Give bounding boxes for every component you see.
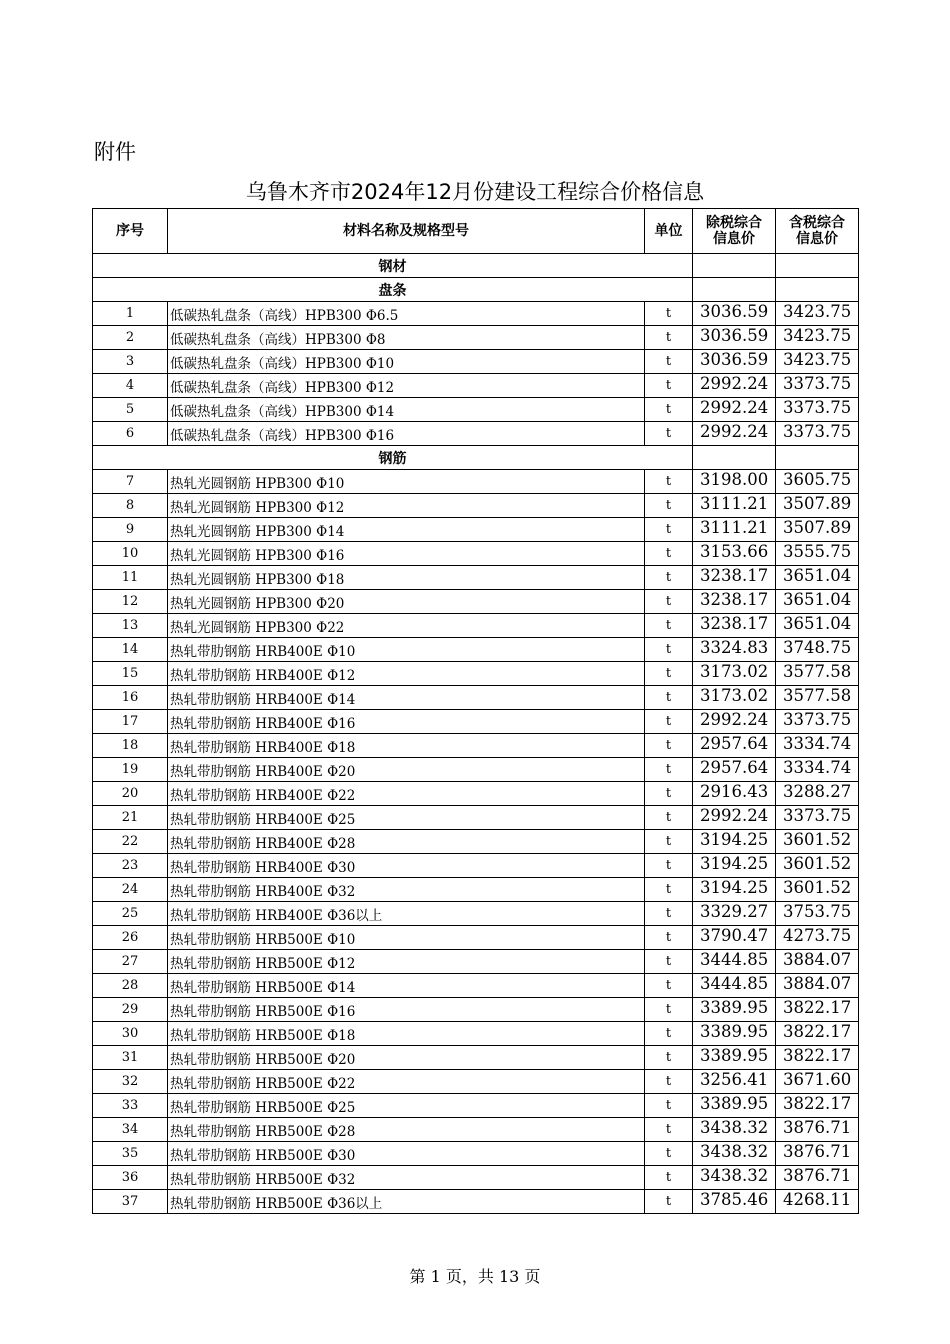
material-name: 热轧光圆钢筋 HPB300 Φ10 xyxy=(168,470,645,494)
unit-cell: t xyxy=(645,806,693,830)
unit-cell: t xyxy=(645,638,693,662)
empty-cell xyxy=(776,446,859,470)
category-row xyxy=(93,254,859,278)
unit-cell: t xyxy=(645,854,693,878)
price-inc-tax: 3876.71 xyxy=(776,1166,859,1190)
row-number: 23 xyxy=(93,854,168,878)
table-row xyxy=(93,398,859,422)
table-row xyxy=(93,950,859,974)
row-number: 15 xyxy=(93,662,168,686)
table-row xyxy=(93,1166,859,1190)
price-ex-tax: 2992.24 xyxy=(693,422,776,446)
row-number: 21 xyxy=(93,806,168,830)
price-inc-tax: 3373.75 xyxy=(776,374,859,398)
price-inc-tax: 3876.71 xyxy=(776,1118,859,1142)
material-name: 热轧带肋钢筋 HRB400E Φ10 xyxy=(168,638,645,662)
table-row xyxy=(93,614,859,638)
price-inc-tax: 3577.58 xyxy=(776,662,859,686)
material-name: 热轧带肋钢筋 HRB500E Φ28 xyxy=(168,1118,645,1142)
row-number: 8 xyxy=(93,494,168,518)
unit-cell: t xyxy=(645,302,693,326)
material-name: 热轧光圆钢筋 HPB300 Φ18 xyxy=(168,566,645,590)
row-number: 3 xyxy=(93,350,168,374)
price-ex-tax: 2957.64 xyxy=(693,758,776,782)
header-name: 材料名称及规格型号 xyxy=(168,209,645,254)
material-name: 热轧带肋钢筋 HRB500E Φ22 xyxy=(168,1070,645,1094)
material-name: 热轧带肋钢筋 HRB400E Φ36以上 xyxy=(168,902,645,926)
unit-cell: t xyxy=(645,662,693,686)
unit-cell: t xyxy=(645,782,693,806)
row-number: 24 xyxy=(93,878,168,902)
price-ex-tax: 3256.41 xyxy=(693,1070,776,1094)
material-name: 热轧带肋钢筋 HRB500E Φ14 xyxy=(168,974,645,998)
unit-cell: t xyxy=(645,350,693,374)
row-number: 32 xyxy=(93,1070,168,1094)
price-inc-tax: 3507.89 xyxy=(776,494,859,518)
material-name: 热轧带肋钢筋 HRB500E Φ12 xyxy=(168,950,645,974)
price-inc-tax: 3507.89 xyxy=(776,518,859,542)
material-name: 热轧光圆钢筋 HPB300 Φ12 xyxy=(168,494,645,518)
price-ex-tax: 2992.24 xyxy=(693,398,776,422)
row-number: 36 xyxy=(93,1166,168,1190)
price-ex-tax: 3444.85 xyxy=(693,974,776,998)
material-name: 热轧光圆钢筋 HPB300 Φ14 xyxy=(168,518,645,542)
unit-cell: t xyxy=(645,1022,693,1046)
unit-cell: t xyxy=(645,518,693,542)
table-row xyxy=(93,542,859,566)
price-inc-tax: 3651.04 xyxy=(776,590,859,614)
material-name: 热轧带肋钢筋 HRB500E Φ20 xyxy=(168,1046,645,1070)
unit-cell: t xyxy=(645,422,693,446)
material-name: 低碳热轧盘条（高线）HPB300 Φ14 xyxy=(168,398,645,422)
unit-cell: t xyxy=(645,686,693,710)
unit-cell: t xyxy=(645,878,693,902)
empty-cell xyxy=(693,446,776,470)
material-name: 热轧带肋钢筋 HRB400E Φ16 xyxy=(168,710,645,734)
material-name: 热轧带肋钢筋 HRB400E Φ12 xyxy=(168,662,645,686)
unit-cell: t xyxy=(645,1166,693,1190)
material-name: 热轧带肋钢筋 HRB400E Φ30 xyxy=(168,854,645,878)
price-inc-tax: 3671.60 xyxy=(776,1070,859,1094)
price-inc-tax: 3334.74 xyxy=(776,734,859,758)
material-name: 热轧光圆钢筋 HPB300 Φ20 xyxy=(168,590,645,614)
category-label: 盘条 xyxy=(93,278,693,302)
row-number: 29 xyxy=(93,998,168,1022)
row-number: 28 xyxy=(93,974,168,998)
unit-cell: t xyxy=(645,1094,693,1118)
unit-cell: t xyxy=(645,326,693,350)
table-row xyxy=(93,1022,859,1046)
row-number: 14 xyxy=(93,638,168,662)
unit-cell: t xyxy=(645,758,693,782)
price-ex-tax: 3111.21 xyxy=(693,518,776,542)
material-name: 热轧带肋钢筋 HRB500E Φ10 xyxy=(168,926,645,950)
price-inc-tax: 3884.07 xyxy=(776,950,859,974)
price-inc-tax: 3601.52 xyxy=(776,878,859,902)
table-row xyxy=(93,854,859,878)
material-name: 热轧带肋钢筋 HRB400E Φ28 xyxy=(168,830,645,854)
price-ex-tax: 2957.64 xyxy=(693,734,776,758)
table-row xyxy=(93,1190,859,1214)
empty-cell xyxy=(776,254,859,278)
unit-cell: t xyxy=(645,1046,693,1070)
material-name: 热轧带肋钢筋 HRB400E Φ25 xyxy=(168,806,645,830)
unit-cell: t xyxy=(645,830,693,854)
row-number: 33 xyxy=(93,1094,168,1118)
unit-cell: t xyxy=(645,1070,693,1094)
unit-cell: t xyxy=(645,566,693,590)
table-row xyxy=(93,422,859,446)
price-ex-tax: 2992.24 xyxy=(693,374,776,398)
price-inc-tax: 3753.75 xyxy=(776,902,859,926)
material-name: 低碳热轧盘条（高线）HPB300 Φ6.5 xyxy=(168,302,645,326)
table-row xyxy=(93,326,859,350)
material-name: 热轧带肋钢筋 HRB400E Φ32 xyxy=(168,878,645,902)
table-row xyxy=(93,974,859,998)
price-ex-tax: 2992.24 xyxy=(693,806,776,830)
unit-cell: t xyxy=(645,1118,693,1142)
price-inc-tax: 3334.74 xyxy=(776,758,859,782)
price-inc-tax: 3423.75 xyxy=(776,326,859,350)
table-row xyxy=(93,350,859,374)
header-price-inc-tax xyxy=(776,209,859,254)
price-inc-tax: 3423.75 xyxy=(776,302,859,326)
material-name: 低碳热轧盘条（高线）HPB300 Φ16 xyxy=(168,422,645,446)
price-ex-tax: 3785.46 xyxy=(693,1190,776,1214)
table-row xyxy=(93,374,859,398)
price-inc-tax: 3601.52 xyxy=(776,854,859,878)
material-name: 热轧光圆钢筋 HPB300 Φ16 xyxy=(168,542,645,566)
table-row xyxy=(93,830,859,854)
unit-cell: t xyxy=(645,590,693,614)
category-label: 钢筋 xyxy=(93,446,693,470)
table-row xyxy=(93,1094,859,1118)
row-number: 25 xyxy=(93,902,168,926)
category-row xyxy=(93,278,859,302)
price-inc-tax: 3288.27 xyxy=(776,782,859,806)
table-row xyxy=(93,926,859,950)
category-row xyxy=(93,446,859,470)
price-ex-tax: 3194.25 xyxy=(693,878,776,902)
material-name: 热轧带肋钢筋 HRB500E Φ36以上 xyxy=(168,1190,645,1214)
price-inc-tax: 3373.75 xyxy=(776,398,859,422)
price-ex-tax: 3238.17 xyxy=(693,566,776,590)
unit-cell: t xyxy=(645,902,693,926)
price-ex-tax: 3329.27 xyxy=(693,902,776,926)
price-ex-tax: 3438.32 xyxy=(693,1166,776,1190)
price-inc-tax: 3373.75 xyxy=(776,806,859,830)
category-label: 钢材 xyxy=(93,254,693,278)
unit-cell: t xyxy=(645,926,693,950)
row-number: 30 xyxy=(93,1022,168,1046)
row-number: 6 xyxy=(93,422,168,446)
price-inc-tax: 3605.75 xyxy=(776,470,859,494)
price-ex-tax: 3173.02 xyxy=(693,686,776,710)
material-name: 热轧带肋钢筋 HRB500E Φ16 xyxy=(168,998,645,1022)
price-inc-tax: 3555.75 xyxy=(776,542,859,566)
header-unit: 单位 xyxy=(645,209,693,254)
table-row xyxy=(93,470,859,494)
row-number: 7 xyxy=(93,470,168,494)
material-name: 低碳热轧盘条（高线）HPB300 Φ10 xyxy=(168,350,645,374)
price-ex-tax: 3036.59 xyxy=(693,326,776,350)
table-row xyxy=(93,1118,859,1142)
table-row xyxy=(93,518,859,542)
row-number: 11 xyxy=(93,566,168,590)
table-row xyxy=(93,806,859,830)
price-ex-tax: 3238.17 xyxy=(693,590,776,614)
row-number: 34 xyxy=(93,1118,168,1142)
row-number: 13 xyxy=(93,614,168,638)
price-inc-tax: 3822.17 xyxy=(776,1094,859,1118)
table-body xyxy=(93,254,859,1214)
price-inc-tax: 3876.71 xyxy=(776,1142,859,1166)
material-name: 热轧光圆钢筋 HPB300 Φ22 xyxy=(168,614,645,638)
material-name: 低碳热轧盘条（高线）HPB300 Φ12 xyxy=(168,374,645,398)
row-number: 16 xyxy=(93,686,168,710)
price-inc-tax: 3822.17 xyxy=(776,1046,859,1070)
attachment-label: 附件 xyxy=(94,140,136,164)
header-price-inc-tax-label: 含税综合信息价 xyxy=(789,215,845,247)
price-inc-tax: 3651.04 xyxy=(776,614,859,638)
price-table xyxy=(92,208,859,1214)
table-row xyxy=(93,998,859,1022)
price-ex-tax: 3238.17 xyxy=(693,614,776,638)
table-row xyxy=(93,686,859,710)
row-number: 5 xyxy=(93,398,168,422)
material-name: 低碳热轧盘条（高线）HPB300 Φ8 xyxy=(168,326,645,350)
unit-cell: t xyxy=(645,710,693,734)
table-row xyxy=(93,590,859,614)
header-price-ex-tax xyxy=(693,209,776,254)
row-number: 22 xyxy=(93,830,168,854)
price-ex-tax: 2992.24 xyxy=(693,710,776,734)
price-ex-tax: 3036.59 xyxy=(693,302,776,326)
price-ex-tax: 3389.95 xyxy=(693,1094,776,1118)
price-ex-tax: 3790.47 xyxy=(693,926,776,950)
unit-cell: t xyxy=(645,974,693,998)
price-inc-tax: 4273.75 xyxy=(776,926,859,950)
material-name: 热轧带肋钢筋 HRB400E Φ20 xyxy=(168,758,645,782)
table-row xyxy=(93,494,859,518)
row-number: 17 xyxy=(93,710,168,734)
row-number: 2 xyxy=(93,326,168,350)
table-row xyxy=(93,1142,859,1166)
header-price-ex-tax-label: 除税综合信息价 xyxy=(706,215,762,247)
price-ex-tax: 3438.32 xyxy=(693,1118,776,1142)
table-row xyxy=(93,782,859,806)
material-name: 热轧带肋钢筋 HRB400E Φ14 xyxy=(168,686,645,710)
price-ex-tax: 3194.25 xyxy=(693,854,776,878)
unit-cell: t xyxy=(645,470,693,494)
table-row xyxy=(93,902,859,926)
row-number: 18 xyxy=(93,734,168,758)
table-row xyxy=(93,638,859,662)
unit-cell: t xyxy=(645,398,693,422)
price-inc-tax: 3373.75 xyxy=(776,422,859,446)
row-number: 1 xyxy=(93,302,168,326)
price-ex-tax: 3389.95 xyxy=(693,998,776,1022)
row-number: 26 xyxy=(93,926,168,950)
price-ex-tax: 3036.59 xyxy=(693,350,776,374)
empty-cell xyxy=(776,278,859,302)
table-row xyxy=(93,566,859,590)
price-ex-tax: 3198.00 xyxy=(693,470,776,494)
price-ex-tax: 3389.95 xyxy=(693,1022,776,1046)
row-number: 10 xyxy=(93,542,168,566)
table-row xyxy=(93,710,859,734)
unit-cell: t xyxy=(645,950,693,974)
material-name: 热轧带肋钢筋 HRB500E Φ25 xyxy=(168,1094,645,1118)
price-ex-tax: 3444.85 xyxy=(693,950,776,974)
price-inc-tax: 3884.07 xyxy=(776,974,859,998)
unit-cell: t xyxy=(645,374,693,398)
row-number: 37 xyxy=(93,1190,168,1214)
row-number: 20 xyxy=(93,782,168,806)
table-row xyxy=(93,758,859,782)
material-name: 热轧带肋钢筋 HRB500E Φ18 xyxy=(168,1022,645,1046)
row-number: 19 xyxy=(93,758,168,782)
price-ex-tax: 3324.83 xyxy=(693,638,776,662)
unit-cell: t xyxy=(645,1190,693,1214)
table-row xyxy=(93,662,859,686)
page-footer: 第 1 页，共 13 页 xyxy=(409,1267,541,1286)
price-inc-tax: 4268.11 xyxy=(776,1190,859,1214)
row-number: 4 xyxy=(93,374,168,398)
material-name: 热轧带肋钢筋 HRB400E Φ22 xyxy=(168,782,645,806)
table-row xyxy=(93,1046,859,1070)
table-header-row xyxy=(93,209,859,254)
unit-cell: t xyxy=(645,614,693,638)
price-inc-tax: 3577.58 xyxy=(776,686,859,710)
price-inc-tax: 3822.17 xyxy=(776,1022,859,1046)
price-inc-tax: 3373.75 xyxy=(776,710,859,734)
material-name: 热轧带肋钢筋 HRB400E Φ18 xyxy=(168,734,645,758)
price-inc-tax: 3601.52 xyxy=(776,830,859,854)
unit-cell: t xyxy=(645,494,693,518)
table-row xyxy=(93,734,859,758)
material-name: 热轧带肋钢筋 HRB500E Φ30 xyxy=(168,1142,645,1166)
table-row xyxy=(93,878,859,902)
row-number: 31 xyxy=(93,1046,168,1070)
empty-cell xyxy=(693,254,776,278)
table-row xyxy=(93,1070,859,1094)
price-ex-tax: 3194.25 xyxy=(693,830,776,854)
price-inc-tax: 3423.75 xyxy=(776,350,859,374)
empty-cell xyxy=(693,278,776,302)
header-no: 序号 xyxy=(93,209,168,254)
price-inc-tax: 3748.75 xyxy=(776,638,859,662)
unit-cell: t xyxy=(645,542,693,566)
row-number: 12 xyxy=(93,590,168,614)
material-name: 热轧带肋钢筋 HRB500E Φ32 xyxy=(168,1166,645,1190)
row-number: 27 xyxy=(93,950,168,974)
row-number: 9 xyxy=(93,518,168,542)
unit-cell: t xyxy=(645,998,693,1022)
price-ex-tax: 3438.32 xyxy=(693,1142,776,1166)
row-number: 35 xyxy=(93,1142,168,1166)
unit-cell: t xyxy=(645,734,693,758)
table-row xyxy=(93,302,859,326)
unit-cell: t xyxy=(645,1142,693,1166)
price-ex-tax: 3111.21 xyxy=(693,494,776,518)
price-ex-tax: 3173.02 xyxy=(693,662,776,686)
price-inc-tax: 3651.04 xyxy=(776,566,859,590)
price-inc-tax: 3822.17 xyxy=(776,998,859,1022)
price-ex-tax: 3153.66 xyxy=(693,542,776,566)
price-ex-tax: 3389.95 xyxy=(693,1046,776,1070)
price-ex-tax: 2916.43 xyxy=(693,782,776,806)
document-title: 乌鲁木齐市2024年12月份建设工程综合价格信息 xyxy=(245,180,705,204)
